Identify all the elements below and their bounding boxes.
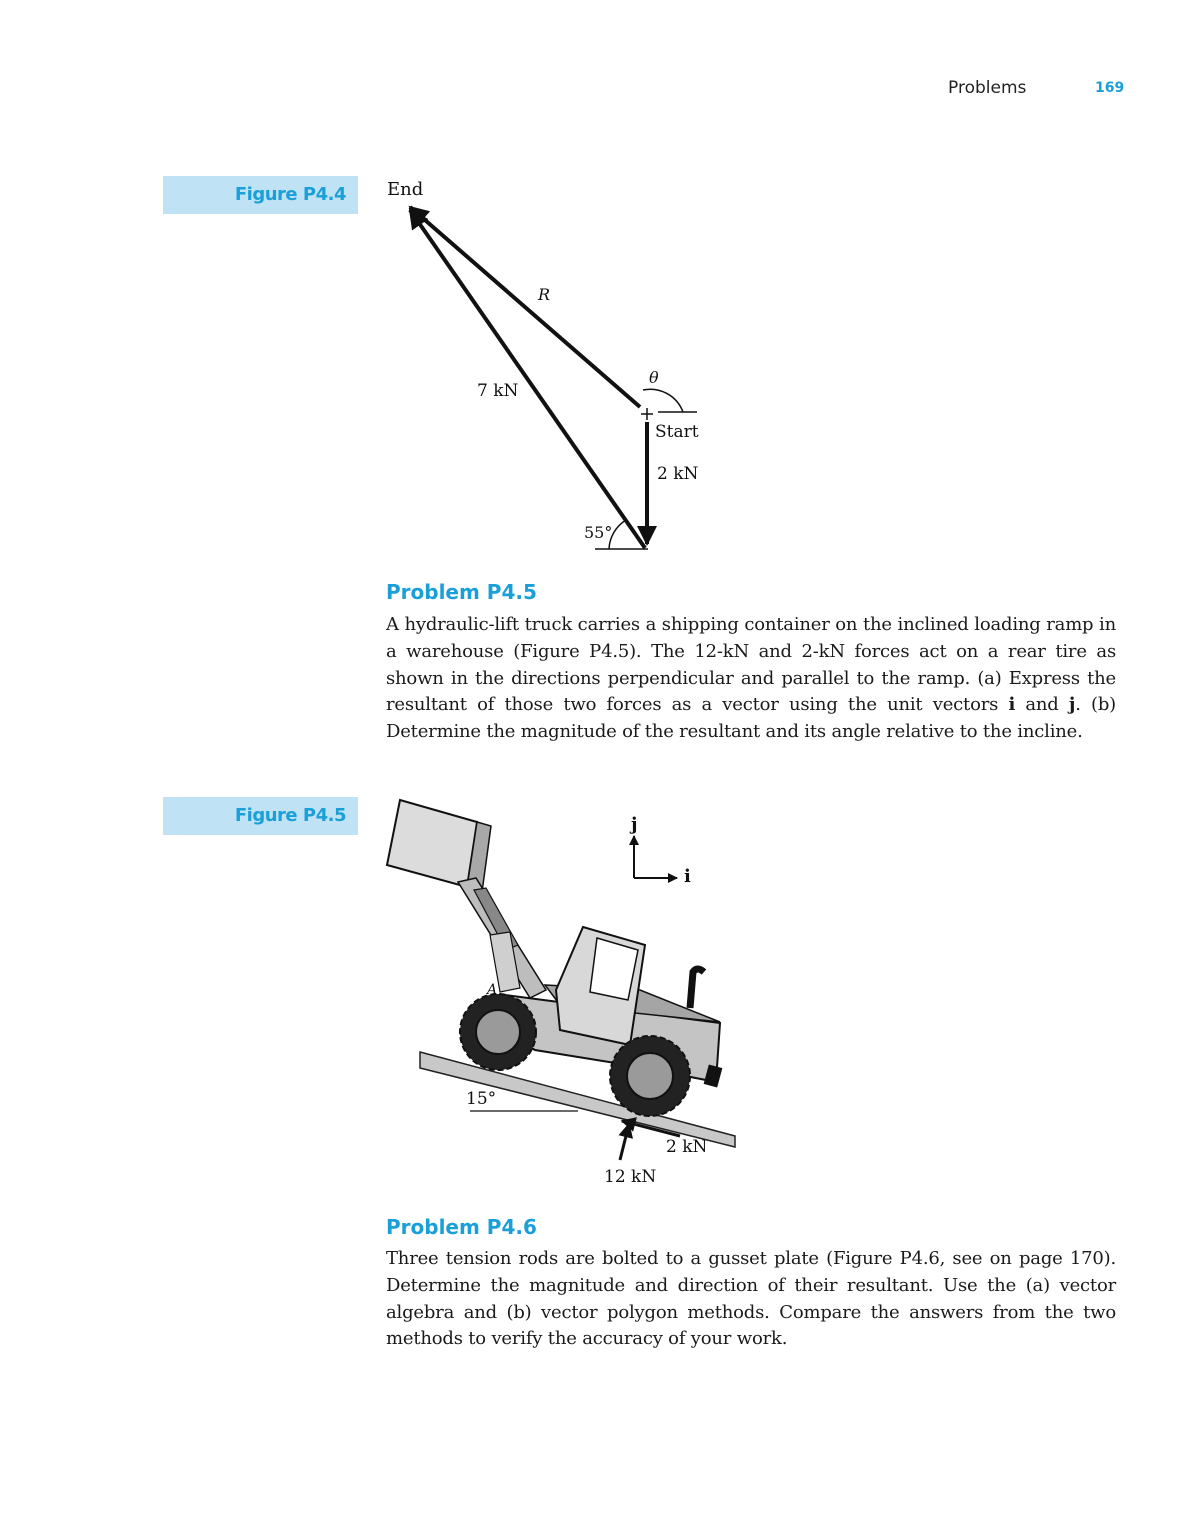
label-i: i — [684, 866, 691, 887]
front-wheel-hub — [476, 1010, 520, 1054]
label-15-degrees: 15° — [466, 1089, 497, 1109]
problem-p4-5-text-part1: A hydraulic-lift truck carries a shipping container on the inclined loading ramp in a warehouse (Figure P4.5). The 12-kN and 2-kN forces act on a rear tire as shown in the directions perpendicular and parallel to the ramp. (a) Express the resultant of those two forces as a vector using the unit vectors — [386, 614, 1116, 716]
label-theta: θ — [649, 368, 659, 387]
label-a: A — [487, 982, 498, 998]
unit-vector-i: i — [1008, 694, 1016, 716]
label-2kn: 2 kN — [657, 464, 699, 484]
problem-p4-5-and: and — [1015, 694, 1069, 716]
figure-p4-4-label: Figure P4.4 — [234, 184, 346, 205]
page-number: 169 — [1095, 80, 1125, 96]
label-55-degrees: 55° — [584, 523, 613, 542]
shipping-container — [387, 800, 477, 887]
problem-p4-5-text — [386, 612, 1116, 746]
problem-p4-5-text-part2: . (b) Determine the magnitude of the resultant and its angle relative to the incline. — [386, 694, 1116, 743]
label-2kn-force: 2 kN — [666, 1137, 708, 1157]
problem-p4-5-title: Problem P4.5 — [386, 580, 537, 604]
label-r: R — [538, 285, 551, 304]
problem-p4-6-title: Problem P4.6 — [386, 1215, 537, 1239]
problem-p4-6-text: Three tension rods are bolted to a gusset plate (Figure P4.6, see on page 170). Determine the magnitude and direction of their resultant. Use the (a) vector algebra and (b) vector polygon methods. Compare the answers from the two methods to verify the accuracy of your work. — [386, 1248, 1116, 1350]
figure-p4-5-diagram — [380, 790, 740, 1190]
figure-p4-5-tab — [163, 797, 358, 835]
label-7kn: 7 kN — [477, 381, 519, 401]
label-end: End — [387, 179, 424, 200]
label-start: Start — [655, 422, 699, 442]
rear-wheel-hub — [627, 1053, 673, 1099]
force-12kn-arrow — [620, 1124, 629, 1160]
label-12kn-force: 12 kN — [604, 1167, 657, 1187]
label-j: j — [631, 814, 638, 835]
unit-vector-j: j — [1068, 694, 1076, 716]
figure-p4-4-tab — [163, 176, 358, 214]
exhaust-pipe — [690, 969, 704, 1008]
running-head-title: Problems — [948, 78, 1027, 98]
figure-p4-5-label: Figure P4.5 — [234, 805, 346, 826]
theta-arc — [643, 389, 683, 412]
figure-p4-4-diagram — [380, 170, 720, 570]
